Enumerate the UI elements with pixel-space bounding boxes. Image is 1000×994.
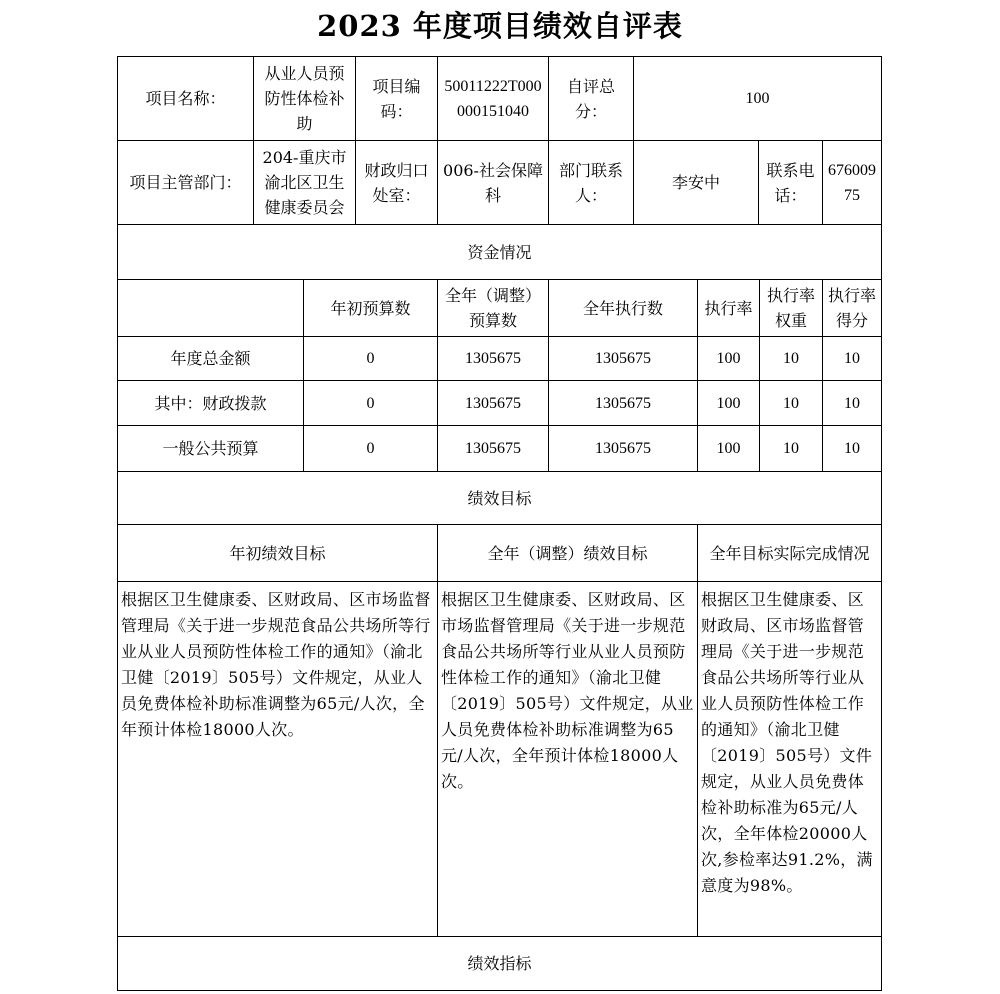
table-cell-adjusted: 1305675: [437, 380, 549, 426]
table-cell-initial: 0: [303, 336, 438, 381]
goals-initial-text: 根据区卫生健康委、区财政局、区市场监督管理局《关于进一步规范食品公共场所等行业从业人员预防性体检工作的通知》（渝北卫健〔2019〕505号）文件规定，从业人员免费体检补助标准调整为65元/人次，全年预计体检18000人次。: [117, 581, 438, 937]
table-cell-score: 10: [822, 336, 882, 381]
indicators-section-title: 绩效指标: [117, 936, 882, 991]
phone-label: 联系电话：: [758, 140, 823, 225]
table-row-label: 一般公共预算: [117, 425, 304, 472]
goals-section-title: 绩效目标: [117, 471, 882, 525]
table-cell-rate: 100: [697, 380, 760, 426]
table-cell-weight: 10: [759, 380, 823, 426]
funds-header-executed: 全年执行数: [548, 279, 698, 337]
table-cell-weight: 10: [759, 425, 823, 472]
contact-value: 李安中: [633, 140, 759, 225]
project-name-value: 从业人员预防性体检补助: [253, 56, 356, 141]
table-cell-executed: 1305675: [548, 336, 698, 381]
table-row-label: 其中：财政拨款: [117, 380, 304, 426]
self-score-label: 自评总分：: [548, 56, 634, 141]
goals-header-initial: 年初绩效目标: [117, 524, 438, 582]
table-row-label: 年度总金额: [117, 336, 304, 381]
table-cell-weight: 10: [759, 336, 823, 381]
dept-value: 204-重庆市渝北区卫生健康委员会: [253, 140, 356, 225]
table-cell-initial: 0: [303, 425, 438, 472]
project-name-label: 项目名称：: [117, 56, 254, 141]
self-score-value: 100: [633, 56, 882, 141]
contact-label: 部门联系人：: [548, 140, 634, 225]
funds-header-score: 执行率得分: [822, 279, 882, 337]
project-code-value: 50011222T000000151040: [437, 56, 549, 141]
goals-header-actual: 全年目标实际完成情况: [697, 524, 882, 582]
phone-value: 67600975: [822, 140, 882, 225]
table-cell-initial: 0: [303, 380, 438, 426]
table-cell-rate: 100: [697, 425, 760, 472]
finance-office-label: 财政归口处室：: [355, 140, 438, 225]
funds-header-initial: 年初预算数: [303, 279, 438, 337]
table-cell-score: 10: [822, 425, 882, 472]
funds-header-adjusted: 全年（调整）预算数: [437, 279, 549, 337]
table-cell-adjusted: 1305675: [437, 336, 549, 381]
goals-adjusted-text: 根据区卫生健康委、区财政局、区市场监督管理局《关于进一步规范食品公共场所等行业从业人员预防性体检工作的通知》（渝北卫健〔2019〕505号）文件规定，从业人员免费体检补助标准调整为65元/人次，全年预计体检18000人次。: [437, 581, 698, 937]
funds-section-title: 资金情况: [117, 224, 882, 280]
page-title: 2023 年度项目绩效自评表: [317, 9, 683, 43]
goals-actual-text: 根据区卫生健康委、区财政局、区市场监督管理局《关于进一步规范食品公共场所等行业从业人员预防性体检工作的通知》（渝北卫健〔2019〕505号）文件规定，从业人员免费体检补助标准为65元/人次，全年体检20000人次,参检率达91.2%，满意度为98%。: [697, 581, 882, 937]
project-code-label: 项目编码：: [355, 56, 438, 141]
table-cell-executed: 1305675: [548, 425, 698, 472]
dept-label: 项目主管部门：: [117, 140, 254, 225]
table-cell-score: 10: [822, 380, 882, 426]
funds-header-rate: 执行率: [697, 279, 760, 337]
table-cell-executed: 1305675: [548, 380, 698, 426]
table-cell-adjusted: 1305675: [437, 425, 549, 472]
finance-office-value: 006-社会保障科: [437, 140, 549, 225]
funds-header-weight: 执行率权重: [759, 279, 823, 337]
funds-header-blank: [117, 279, 304, 337]
goals-header-adjusted: 全年（调整）绩效目标: [437, 524, 698, 582]
table-cell-rate: 100: [697, 336, 760, 381]
